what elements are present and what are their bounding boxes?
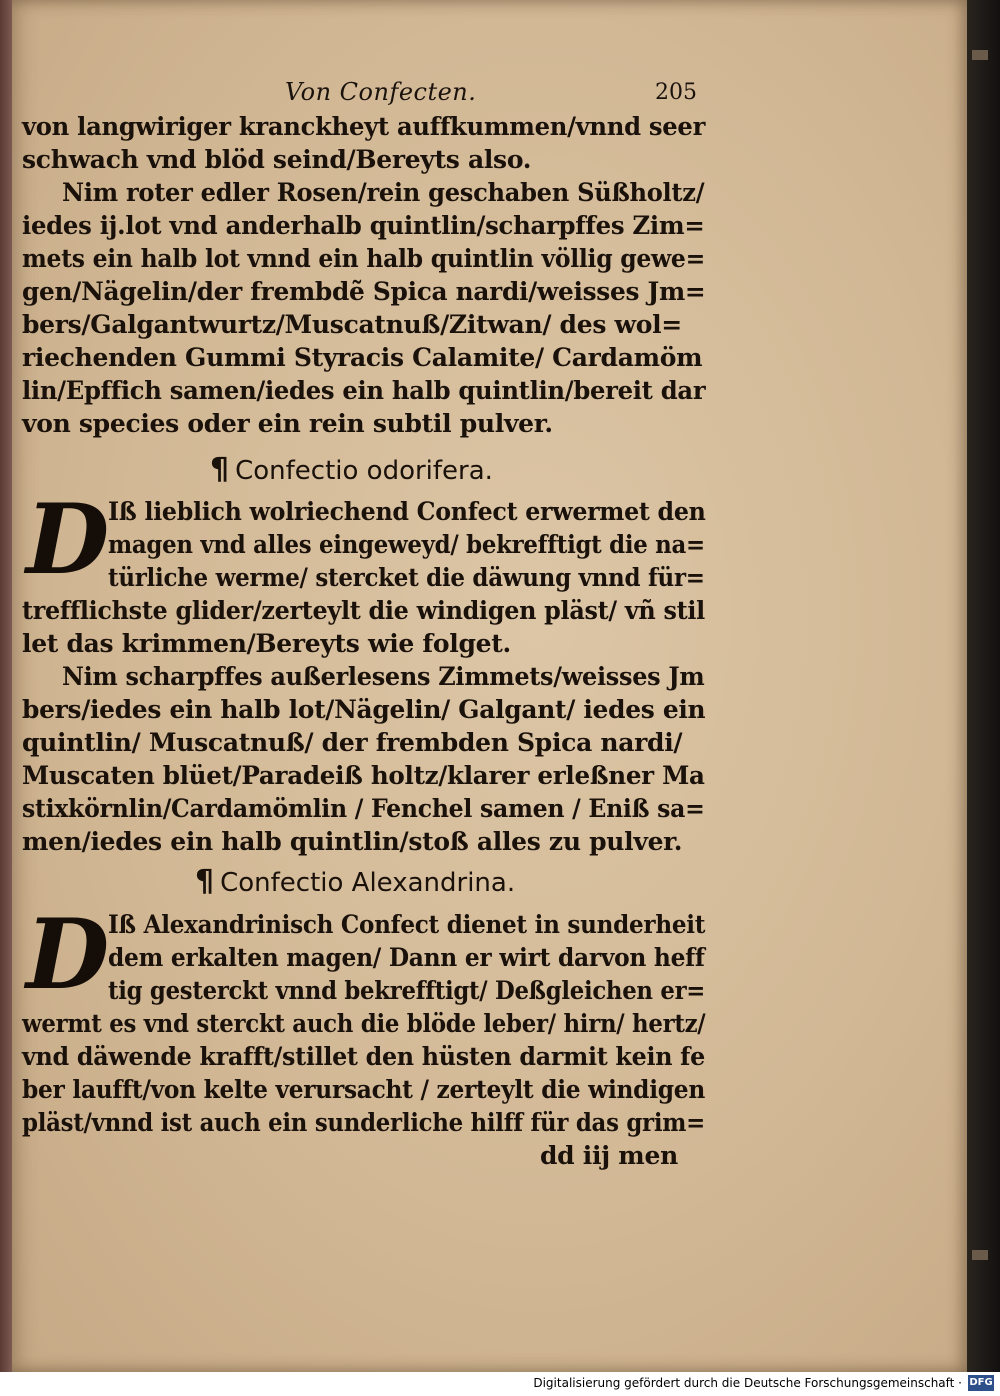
text-line: von species oder ein rein subtil pulver. — [22, 409, 553, 438]
footer-bar — [0, 1372, 1000, 1396]
text-line: let das krimmen/Bereyts wie folget. — [22, 629, 511, 658]
text-line: men/iedes ein halb quintlin/stoß alles zu pulver. — [22, 827, 683, 856]
text-line: Nim roter edler Rosen/rein geschaben Süßholtz/ — [62, 178, 705, 207]
text-line: bers/Galgantwurtz/Muscatnuß/Zitwan/ des wol= — [22, 310, 682, 339]
text-line: iedes ij.lot vnd anderhalb quintlin/scharpffes Zim= — [22, 211, 705, 240]
pilcrow-icon: ¶ — [195, 864, 215, 899]
decorated-initial: D — [26, 483, 110, 596]
text-line: Iß lieblich wolriechend Confect erwermet den — [108, 497, 706, 526]
edge-mark — [972, 50, 988, 60]
text-line: trefflichste glider/zerteylt die windigen pläst/ vñ stil — [22, 596, 705, 625]
dfg-logo-icon: DFG — [968, 1375, 994, 1391]
text-line: ber laufft/von kelte verursacht / zerteylt die windigen — [22, 1075, 705, 1104]
text-line: magen vnd alles eingeweyd/ bekrefftigt die na= — [108, 530, 705, 559]
text-line: vnd däwende krafft/stillet den hüsten darmit kein fe — [22, 1042, 705, 1071]
text-line: von langwiriger kranckheyt auffkummen/vnnd seer — [22, 112, 706, 141]
text-line: riechenden Gummi Styracis Calamite/ Cardamöm — [22, 343, 703, 372]
text-line: gen/Nägelin/der frembdẽ Spica nardi/weisses Jm= — [22, 277, 706, 306]
text-line: Iß Alexandrinisch Confect dienet in sunderheit — [108, 910, 706, 939]
section-heading-text: Confectio odorifera. — [235, 456, 493, 486]
section-heading-text: Confectio Alexandrina. — [220, 868, 516, 898]
text-line: tig gesterckt vnnd bekrefftigt/ Deßgleichen er= — [108, 976, 706, 1005]
text-line: lin/Epffich samen/iedes ein halb quintlin/bereit dar — [22, 376, 706, 405]
edge-mark — [972, 1250, 988, 1260]
pilcrow-icon: ¶ — [210, 452, 230, 487]
text-line: türliche werme/ stercket die däwung vnnd für= — [108, 563, 705, 592]
text-line: Muscaten blüet/Paradeiß holtz/klarer erleßner Ma — [22, 761, 705, 790]
footer-credit: Digitalisierung gefördert durch die Deutsche Forschungsgemeinschaft · — [533, 1376, 962, 1390]
section-heading — [195, 864, 515, 899]
text-line: stixkörnlin/Cardamömlin / Fenchel samen / Eniß sa= — [22, 794, 705, 823]
decorated-initial: D — [26, 898, 110, 1011]
text-line: pläst/vnnd ist auch ein sunderliche hilff für das grim= — [22, 1108, 706, 1137]
text-line: quintlin/ Muscatnuß/ der frembden Spica nardi/ — [22, 728, 683, 757]
page-number: 205 — [655, 80, 697, 105]
text-line: bers/iedes ein halb lot/Nägelin/ Galgant/ iedes ein — [22, 695, 706, 724]
text-line: Nim scharpffes außerlesens Zimmets/weisses Jm — [62, 662, 705, 691]
page-edge-dark — [967, 0, 1000, 1372]
text-line: wermt es vnd sterckt auch die blöde leber/ hirn/ hertz/ — [22, 1009, 706, 1038]
book-board-left — [0, 0, 12, 1372]
running-head: Von Confecten. — [285, 78, 477, 106]
text-line: mets ein halb lot vnnd ein halb quintlin völlig gewe= — [22, 244, 705, 273]
catchword-line: dd iij men — [540, 1141, 678, 1170]
section-heading — [210, 452, 493, 487]
text-line: dem erkalten magen/ Dann er wirt darvon heff — [108, 943, 705, 972]
text-line: schwach vnd blöd seind/Bereyts also. — [22, 145, 532, 174]
